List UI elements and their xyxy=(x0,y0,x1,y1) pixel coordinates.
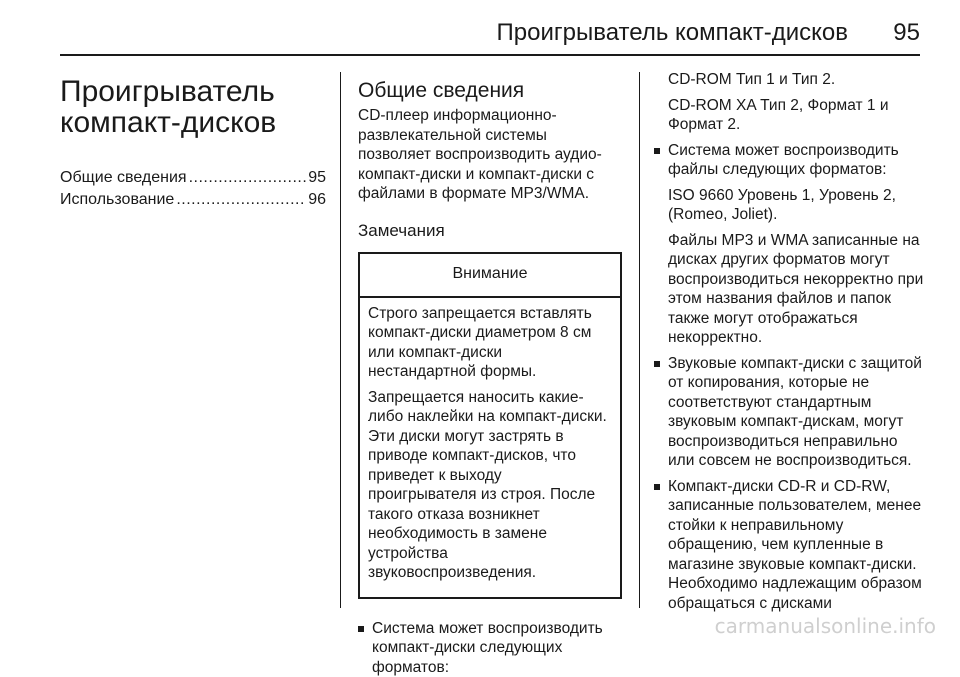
header-title: Проигрыватель компакт-дисков xyxy=(497,19,848,47)
warning-body xyxy=(360,298,620,597)
toc-leader xyxy=(189,168,307,188)
column-divider xyxy=(639,72,640,608)
toc-label: Использование xyxy=(60,190,174,210)
format-line: CD-ROM XA Тип 2, Формат 1 и Формат 2. xyxy=(654,96,926,135)
format-note: Файлы MP3 и WMA записанные на дисках других форматов могут воспроизводиться некорректно при этом названия файлов и папок также могут отображаться некорректно. xyxy=(654,231,926,348)
bullet-item: Звуковые компакт-диски с защитой от копирования, которые не соответствуют стандартным звуковым компакт-дискам, могут воспроизводиться неправильно или совсем не воспроизводиться. xyxy=(654,354,926,471)
chapter-title: Проигрыватель компакт-дисков xyxy=(60,76,326,138)
notes-heading: Замечания xyxy=(358,220,622,242)
intro-paragraph: CD-плеер информационно-развлекательной системы позволяет воспроизводить аудио-компакт-диски и компакт-диски с файлами в формате MP3/WMA. xyxy=(358,106,622,204)
toc-label: Общие сведения xyxy=(60,168,187,188)
page-header xyxy=(60,14,920,56)
bullet-item: Система может воспроизводить компакт-диски следующих форматов: xyxy=(358,619,622,677)
toc-page: 95 xyxy=(308,168,326,188)
bullet-item: Компакт-диски CD-R и CD-RW, записанные пользователем, менее стойки к неправильному обращению, чем купленные в магазине звуковые компакт-диски. Необходимо надлежащим образом обращаться с дисками xyxy=(654,477,926,614)
toc-entry[interactable] xyxy=(60,168,326,188)
general-info-column xyxy=(358,78,622,677)
watermark: carmanualsonline.info xyxy=(715,614,936,638)
warning-box xyxy=(358,252,622,599)
column-divider xyxy=(340,72,341,608)
toc-entry[interactable] xyxy=(60,190,326,210)
bullet-item: Система может воспроизводить файлы следующих форматов: xyxy=(654,141,926,180)
chapter-column xyxy=(60,76,326,212)
warning-paragraph: Запрещается наносить какие-либо наклейки на компакт-диски. Эти диски могут застрять в приводе компакт-дисков, что приведет к выходу проигрывателя из строя. После такого отказа возникнет необходимость в замене устройства звуковоспроизведения. xyxy=(368,388,612,583)
page-number: 95 xyxy=(893,19,920,47)
section-heading: Общие сведения xyxy=(358,78,622,104)
formats-column xyxy=(654,70,926,613)
format-line: CD-ROM Тип 1 и Тип 2. xyxy=(654,70,926,90)
warning-paragraph: Строго запрещается вставлять компакт-диски диаметром 8 см или компакт-диски нестандартной формы. xyxy=(368,304,612,382)
warning-title: Внимание xyxy=(360,254,620,298)
toc-leader xyxy=(176,190,306,210)
format-line: ISO 9660 Уровень 1, Уровень 2, (Romeo, Joliet). xyxy=(654,186,926,225)
toc-page: 96 xyxy=(308,190,326,210)
